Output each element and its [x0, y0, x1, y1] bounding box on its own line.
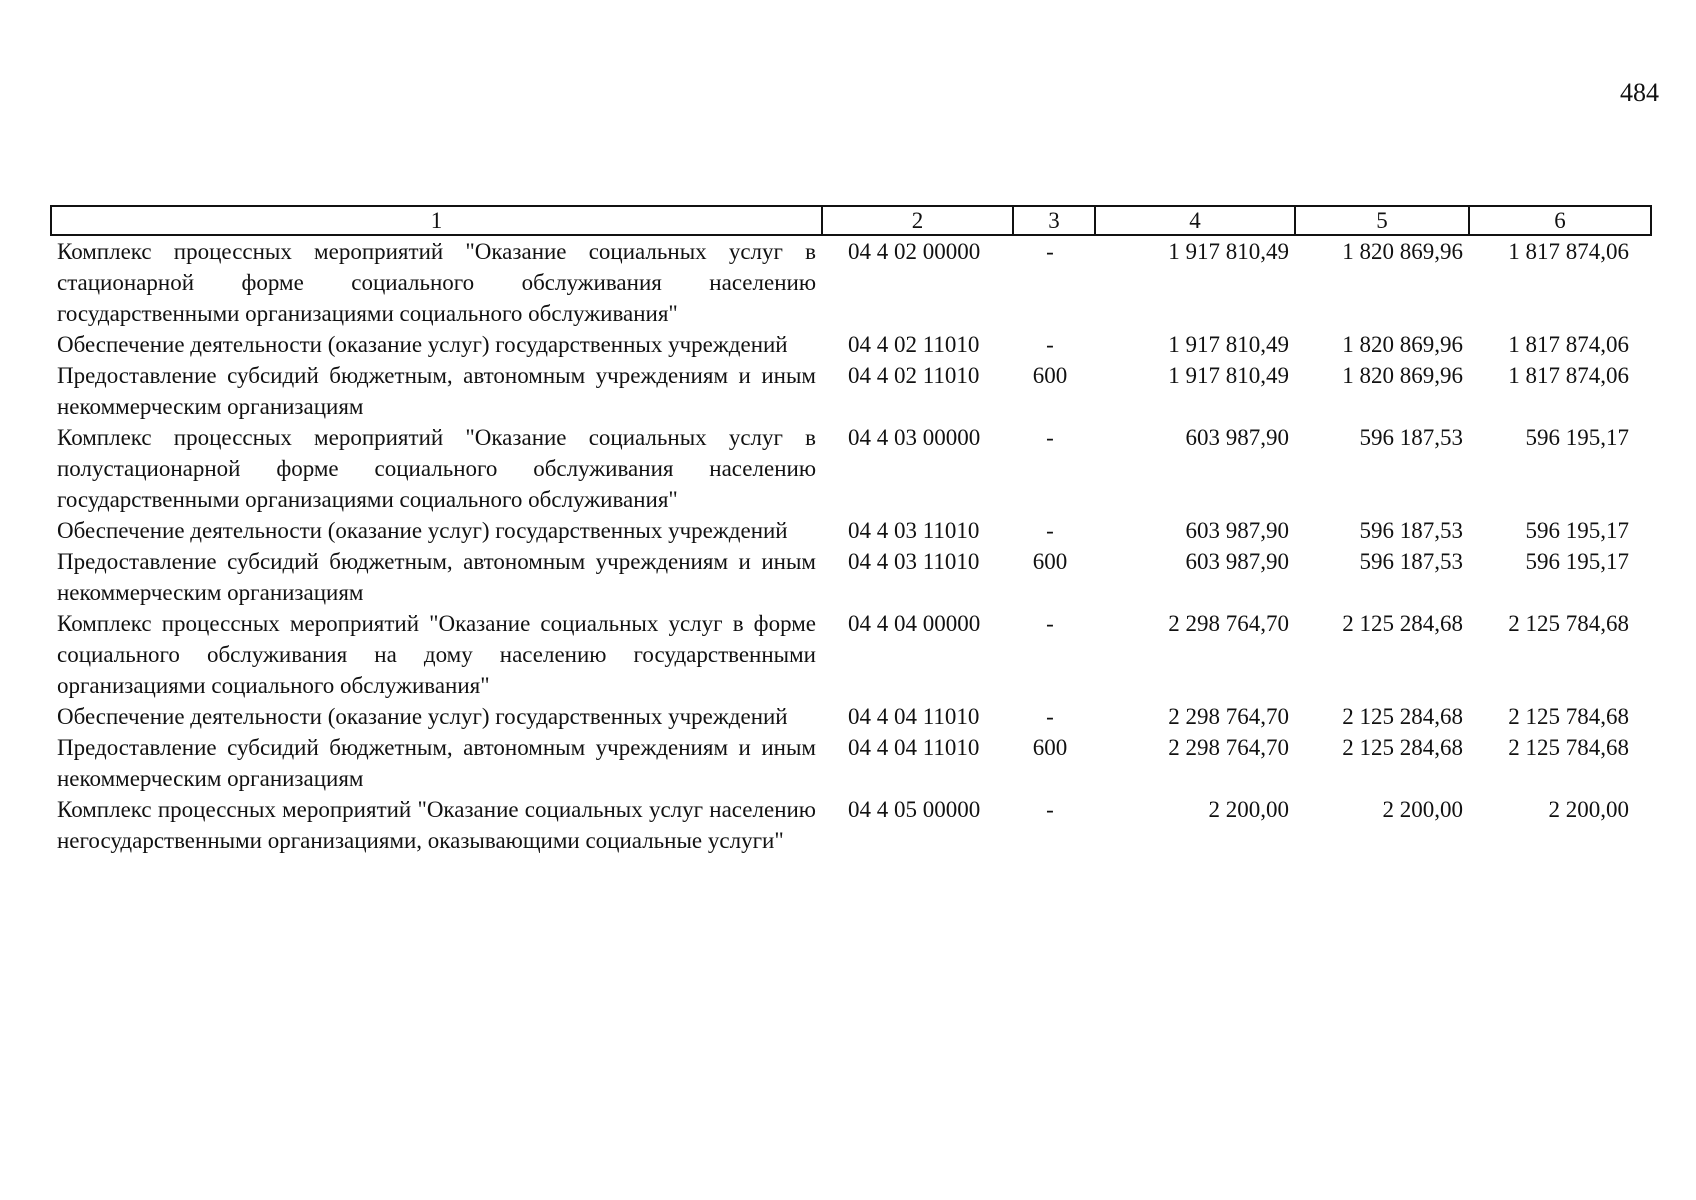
row-value-col5: 1 820 869,96 — [1342, 332, 1463, 357]
header-row — [51, 206, 1651, 235]
row-code: 04 4 03 11010 — [848, 518, 980, 543]
row-value-col4: 1 917 810,49 — [1168, 332, 1289, 357]
row-value-col6: 1 817 874,06 — [1508, 239, 1629, 264]
row-name: Обеспечение деятельности (оказание услуг) государственных учреждений — [57, 704, 788, 729]
row-value-col4: 2 298 764,70 — [1168, 611, 1289, 636]
row-value-col4: 2 298 764,70 — [1168, 704, 1289, 729]
row-value-col5: 2 125 284,68 — [1342, 611, 1463, 636]
row-name: Комплекс процессных мероприятий "Оказание социальных услуг населению негосударственными организациями, оказывающими социальные услуги" — [57, 797, 816, 853]
row-code: 04 4 02 11010 — [848, 332, 980, 357]
table-header — [51, 206, 1651, 235]
row-expense-type: - — [1046, 518, 1054, 543]
row-value-col6: 2 125 784,68 — [1508, 704, 1629, 729]
row-value-col6: 596 195,17 — [1525, 518, 1629, 543]
row-value-col4: 1 917 810,49 — [1168, 239, 1289, 264]
header-col-2: 2 — [822, 206, 1013, 235]
row-value-col6: 2 200,00 — [1548, 797, 1629, 822]
row-name: Предоставление субсидий бюджетным, автономным учреждениям и иным некоммерческим организациям — [57, 735, 816, 791]
row-name: Обеспечение деятельности (оказание услуг) государственных учреждений — [57, 518, 788, 543]
row-value-col5: 596 187,53 — [1359, 518, 1463, 543]
row-name: Предоставление субсидий бюджетным, автономным учреждениям и иным некоммерческим организациям — [57, 363, 816, 419]
row-expense-type: - — [1046, 239, 1054, 264]
row-expense-type: 600 — [1032, 363, 1068, 388]
row-value-col5: 596 187,53 — [1359, 425, 1463, 450]
table-row — [51, 794, 1651, 856]
row-name: Обеспечение деятельности (оказание услуг) государственных учреждений — [57, 332, 788, 357]
row-value-col6: 1 817 874,06 — [1508, 363, 1629, 388]
row-expense-type: - — [1046, 611, 1054, 636]
row-value-col6: 1 817 874,06 — [1508, 332, 1629, 357]
row-value-col4: 2 298 764,70 — [1168, 735, 1289, 760]
row-value-col5: 2 125 284,68 — [1342, 735, 1463, 760]
table-row — [51, 546, 1651, 608]
budget-table — [50, 205, 1652, 856]
row-expense-type: - — [1046, 425, 1054, 450]
row-value-col4: 603 987,90 — [1185, 425, 1289, 450]
table-row — [51, 235, 1651, 329]
table-row — [51, 701, 1651, 732]
row-value-col6: 596 195,17 — [1525, 549, 1629, 574]
row-name: Комплекс процессных мероприятий "Оказание социальных услуг в стационарной форме социального обслуживания населению государственными организациями социального обслуживания" — [57, 239, 816, 326]
row-name: Предоставление субсидий бюджетным, автономным учреждениям и иным некоммерческим организациям — [57, 549, 816, 605]
page-number: 484 — [1620, 78, 1659, 107]
row-code: 04 4 04 11010 — [848, 704, 980, 729]
row-value-col4: 603 987,90 — [1185, 549, 1289, 574]
header-col-3: 3 — [1013, 206, 1095, 235]
row-code: 04 4 04 11010 — [848, 735, 980, 760]
row-value-col6: 596 195,17 — [1525, 425, 1629, 450]
header-col-1: 1 — [51, 206, 822, 235]
header-col-6: 6 — [1469, 206, 1651, 235]
row-expense-type: - — [1046, 332, 1054, 357]
table-body — [51, 235, 1651, 856]
row-name: Комплекс процессных мероприятий "Оказание социальных услуг в форме социального обслуживания на дому населению государственными организациями социального обслуживания" — [57, 611, 816, 698]
row-expense-type: - — [1046, 797, 1054, 822]
row-code: 04 4 03 00000 — [848, 425, 981, 450]
header-col-5: 5 — [1295, 206, 1469, 235]
row-value-col6: 2 125 784,68 — [1508, 611, 1629, 636]
row-expense-type: 600 — [1032, 735, 1068, 760]
table-row — [51, 608, 1651, 701]
table-row — [51, 360, 1651, 422]
row-expense-type: - — [1046, 704, 1054, 729]
row-name: Комплекс процессных мероприятий "Оказание социальных услуг в полустационарной форме социального обслуживания населению государственными организациями социального обслуживания" — [57, 425, 816, 512]
row-code: 04 4 05 00000 — [848, 797, 981, 822]
row-value-col6: 2 125 784,68 — [1508, 735, 1629, 760]
row-code: 04 4 03 11010 — [848, 549, 980, 574]
row-value-col5: 1 820 869,96 — [1342, 363, 1463, 388]
row-code: 04 4 02 00000 — [848, 239, 981, 264]
row-value-col4: 1 917 810,49 — [1168, 363, 1289, 388]
row-value-col5: 1 820 869,96 — [1342, 239, 1463, 264]
row-value-col4: 2 200,00 — [1208, 797, 1289, 822]
table-row — [51, 329, 1651, 360]
row-value-col5: 2 200,00 — [1382, 797, 1463, 822]
row-expense-type: 600 — [1032, 549, 1068, 574]
table-row — [51, 732, 1651, 794]
header-col-4: 4 — [1095, 206, 1295, 235]
row-code: 04 4 02 11010 — [848, 363, 980, 388]
row-value-col5: 2 125 284,68 — [1342, 704, 1463, 729]
row-value-col5: 596 187,53 — [1359, 549, 1463, 574]
row-value-col4: 603 987,90 — [1185, 518, 1289, 543]
row-code: 04 4 04 00000 — [848, 611, 981, 636]
table-row — [51, 515, 1651, 546]
table-row — [51, 422, 1651, 515]
